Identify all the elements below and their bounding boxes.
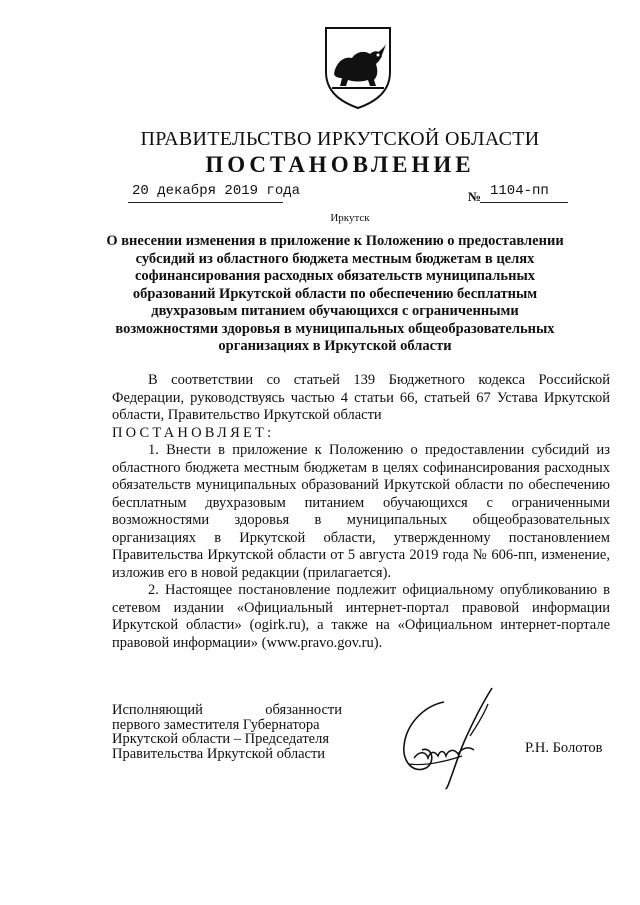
item-2-paragraph: 2. Настоящее постановление подлежит официальному опубликованию в сетевом издании «Официальный интернет-портал правовой информации Иркутской области» (ogirk.ru), а также на «Официальном интернет-портале правовой информации» (www.pravo.gov.ru). (112, 582, 610, 651)
date-underline (128, 202, 283, 203)
number-sign: № (468, 189, 482, 204)
decree-title: О внесении изменения в приложение к Положению о предоставлении субсидий из областного бюджета местным бюджетам в целях софинансирования расходных обязательств муниципальных образований Иркутской области по обеспечению бесплатным двухразовым питанием обучающихся с ограниченными возможностями здоровья в муниципальных общеобразовательных организациях в Иркутской области (106, 233, 564, 354)
signer-line-3: Иркутской области – Председателя (112, 731, 329, 747)
signer-name: Р.Н. Болотов (525, 740, 603, 756)
signer-line-1a: Исполняющий (112, 702, 203, 718)
decree-date: 20 декабря 2019 года (132, 183, 301, 199)
intro-paragraph: В соответствии со статьей 139 Бюджетного кодекса Российской Федерации, руководствуясь частью 4 статьи 66, статьей 67 Устава Иркутской области, Правительство Иркутской области (112, 372, 610, 423)
signer-line-1b: обязанности (265, 702, 342, 718)
number-underline (480, 202, 568, 203)
signer-line-2: первого заместителя Губернатора (112, 716, 320, 733)
resolves-heading: ПОСТАНОВЛЯЕТ: (112, 424, 275, 441)
decree-body (112, 372, 610, 652)
document-type: ПОСТАНОВЛЕНИЕ (205, 152, 475, 177)
item-1-paragraph: 1. Внести в приложение к Положению о предоставлении субсидий из областного бюджета местным бюджетам в целях софинансирования расходных обязательств муниципальных образований Иркутской области по обеспечению бесплатным двухразовым питанием обучающихся с ограниченными возможностями здоровья в муниципальных общеобразовательных организациях в Иркутской области, утвержденному постановлением Правительства Иркутской области от 5 августа 2019 года № 606-пп, изменение, изложив его в новой редакции (прилагается). (112, 442, 610, 581)
signer-position (112, 703, 342, 761)
handwritten-signature-icon (384, 684, 514, 794)
decree-number: 1104-пп (490, 183, 549, 199)
city-name: Иркутск (330, 212, 370, 224)
signer-line-1 (112, 703, 342, 718)
coat-of-arms-icon (320, 22, 396, 110)
signer-line-4: Правительства Иркутской области (112, 745, 326, 762)
government-name: ПРАВИТЕЛЬСТВО ИРКУТСКОЙ ОБЛАСТИ (140, 128, 540, 150)
